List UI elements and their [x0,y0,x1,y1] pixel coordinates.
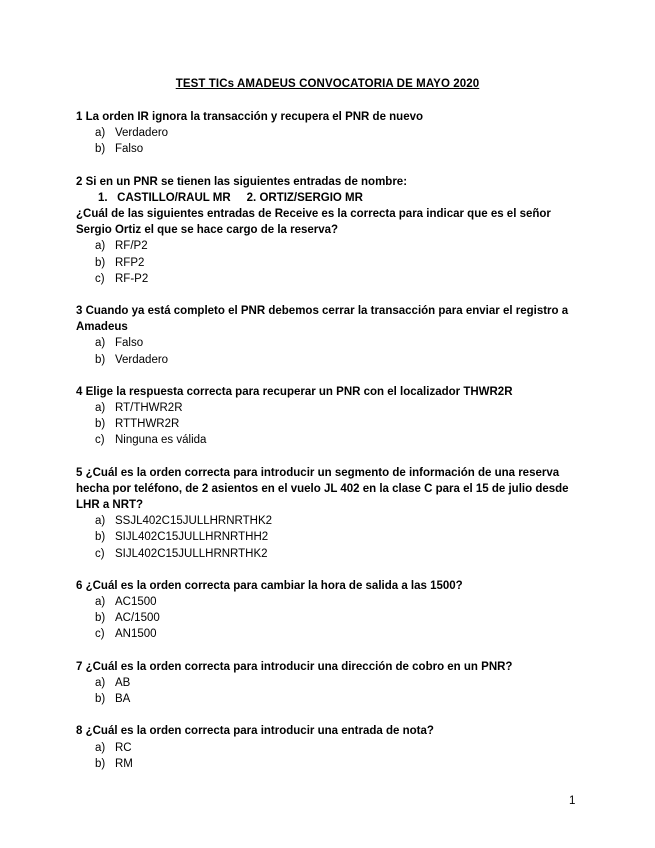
option-letter: b) [95,612,106,625]
option-list [76,335,586,367]
option-item [76,400,586,416]
option-text: RFP2 [115,256,145,269]
option-list [76,238,586,287]
question-text: 4 Elige la respuesta correcta para recuperar un PNR con el localizador THWR2R [76,385,513,398]
option-item [76,594,586,610]
option-text: Verdadero [115,127,169,140]
option-item [76,691,586,707]
question-8 [76,723,586,772]
option-item [76,238,586,254]
question-2 [76,174,586,287]
question-5 [76,465,586,562]
option-text: AC/1500 [115,612,160,625]
option-text: RF/P2 [115,240,148,253]
option-list [76,594,586,643]
option-item [76,756,586,772]
option-text: Ninguna es válida [115,434,207,447]
option-list [76,125,586,157]
option-item [76,255,586,271]
option-item [76,529,586,545]
question-6 [76,578,586,643]
option-letter: a) [95,240,106,253]
option-letter: b) [95,256,106,269]
option-text: RT/THWR2R [115,402,183,415]
option-list [76,400,586,449]
option-list [76,513,586,562]
option-text: RF-P2 [115,272,149,285]
option-text: Falso [115,337,144,350]
option-letter: b) [95,418,106,431]
option-list [76,675,586,707]
option-letter: a) [95,741,106,754]
option-text: AB [115,676,131,689]
question-text: 7 ¿Cuál es la orden correcta para introducir una dirección de cobro en un PNR? [76,660,513,673]
option-item [76,546,586,562]
question-text: 2 Si en un PNR se tienen las siguientes entradas de nombre: [76,175,408,188]
question-text: 5 ¿Cuál es la orden correcta para introducir un segmento de información de una reserva hecha por teléfono, de 2 asientos en el vuelo JL 402 en la clase C para el 15 de julio desde LHR a NRT? [76,466,569,512]
option-item [76,141,586,157]
option-text: BA [115,693,131,706]
option-letter: b) [95,531,106,544]
page-number: 1 [569,795,576,807]
option-text: SSJL402C15JULLHRNRTHK2 [115,515,273,528]
option-item [76,271,586,287]
question-text: 6 ¿Cuál es la orden correcta para cambiar la hora de salida a las 1500? [76,579,463,592]
question-subtext: ¿Cuál de las siguientes entradas de Receive es la correcta para indicar que es el señor Sergio Ortiz el que se hace cargo de la reserva? [76,208,551,237]
option-letter: a) [95,337,106,350]
option-letter: a) [95,515,106,528]
option-letter: c) [95,434,105,447]
option-text: AC1500 [115,596,157,609]
question-text: 3 Cuando ya está completo el PNR debemos cerrar la transacción para enviar el registro a Amadeus [76,305,569,334]
option-item [76,626,586,642]
question-3 [76,303,586,368]
option-letter: c) [95,628,105,641]
option-text: AN1500 [115,628,157,641]
option-letter: b) [95,143,106,156]
option-text: SIJL402C15JULLHRNRTHH2 [115,531,269,544]
question-text: 1 La orden IR ignora la transacción y recupera el PNR de nuevo [76,111,424,123]
option-item [76,335,586,351]
name-entries: 1. CASTILLO/RAUL MR 2. ORTIZ/SERGIO MR [98,191,363,204]
option-text: RTTHWR2R [115,418,180,431]
option-letter: b) [95,353,106,366]
option-item [76,125,586,141]
option-text: Verdadero [115,353,169,366]
option-item [76,513,586,529]
document-title: TEST TICs AMADEUS CONVOCATORIA DE MAYO 2020 [175,78,480,90]
question-1 [76,109,586,158]
option-letter: a) [95,402,106,415]
option-item [76,675,586,691]
question-list [76,109,586,788]
question-4 [76,384,586,449]
option-text: Falso [115,143,144,156]
option-letter: a) [95,127,106,140]
option-item [76,432,586,448]
option-list [76,740,586,772]
option-item [76,416,586,432]
option-letter: c) [95,272,105,285]
question-7 [76,659,586,708]
option-item [76,740,586,756]
option-letter: a) [95,676,106,689]
option-letter: c) [95,547,105,560]
option-letter: b) [95,757,106,770]
option-text: RC [115,741,132,754]
option-text: SIJL402C15JULLHRNRTHK2 [115,547,268,560]
option-text: RM [115,757,133,770]
option-item [76,352,586,368]
option-letter: b) [95,693,106,706]
option-letter: a) [95,596,106,609]
option-item [76,610,586,626]
question-text: 8 ¿Cuál es la orden correcta para introducir una entrada de nota? [76,725,434,738]
